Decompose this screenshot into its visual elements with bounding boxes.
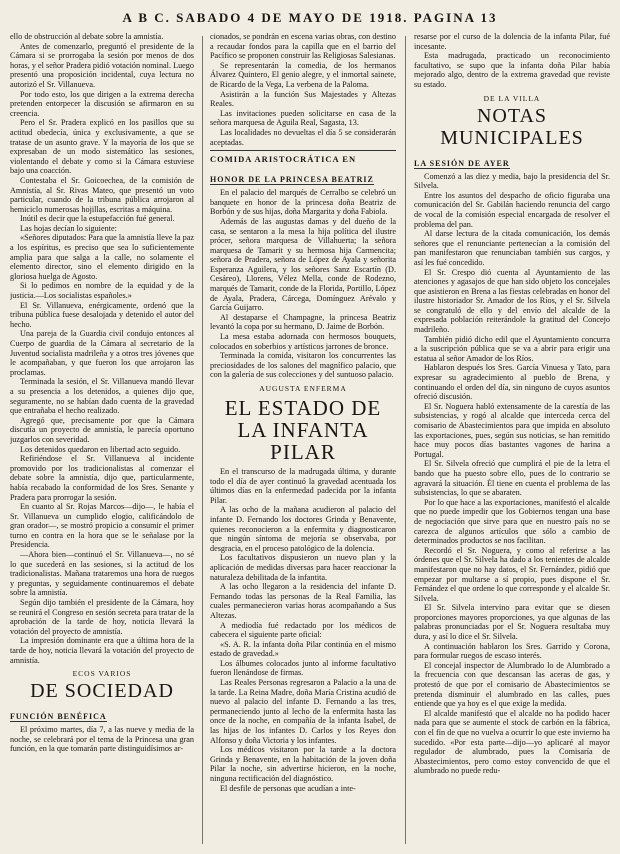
section-kicker: AUGUSTA ENFERMA <box>259 384 347 393</box>
paragraph: Por lo que hace a las exportaciones, manifestó el alcalde que no puede impedir que los Gobiernos tengan una base de negociación que sirve para que en nuestro país no se carezca de algunos artículos que sólo a cambio de determinados productos se nos facilitan. <box>414 497 610 546</box>
paragraph: resarse por el curso de la dolencia de la infanta Pilar, fué incesante. <box>414 32 610 51</box>
section-subtitle: FUNCIÓN BENÉFICA <box>10 712 107 722</box>
paragraph: La impresión dominante era que a última hora de la tarde de hoy, noticia llevará la votación del proyecto de amnistía. <box>10 636 194 665</box>
paragraph: Las invitaciones pueden solicitarse en casa de la señora marquesa de Aguila Real, Sagasta, 13. <box>210 108 396 128</box>
paragraph: En el transcurso de la madrugada última, y durante todo el día de ayer continuó la gravedad acentuada los últimos días en la enfermedad padecida por la infanta Pilar. <box>210 467 396 505</box>
section-subtitle: LA SESIÓN DE AYER <box>414 158 510 168</box>
paragraph: Hablaron después los Sres. García Vinuesa y Tato, para expresar su agradecimiento al pueblo de Brena, y continuando el orden del día, sin ninguno de cuyos asuntos ofreció discusión. <box>414 363 610 402</box>
paragraph: El desfile de personas que acudían a inte- <box>220 783 356 793</box>
paragraph: Las localidades no devueltas el día 5 se considerarán aceptadas. <box>210 127 396 147</box>
paragraph: Refiriéndose el Sr. Villanueva al incidente promovido por los tradicionalistas al comenzar el debate sobre la amnistía, dijo que, particularmente, había recabado la conformidad de los Sres. Senante y Pradera para prorrogar la sesión. <box>10 454 194 502</box>
paragraph: Antes de comenzarlo, preguntó el presidente de la Cámara si se prorrogaba la sesión por menos de dos horas, y el señor Pradera pidió votación nominal. Luego presentó una proposición incidental, cuya lectura no autorizó el Sr. Villanueva. <box>10 41 194 89</box>
column-rule <box>202 36 203 844</box>
paragraph: Los álbumes colocados junto al informe facultativo fueron llenándose de firmas. <box>210 658 396 678</box>
paragraph: Las Reales Personas regresaron a Palacio a la una de la tarde. La Reina Madre, doña María Cristina acudió de nuevo al palacio del infante D. Fernando a las tres, permaneciendo junto al lecho de la enfermita hasta las once de la noche, en compañía de la infanta Isabel, de las hijas de los infantes D. Carlos y los Reyes don Alfonso y doña Victoria y los infantes. <box>210 678 396 745</box>
section-kicker: ECOS VARIOS <box>72 669 132 679</box>
paragraph: A continuación hablaron los Sres. Garrido y Corona, para formular ruegos de escaso interés. <box>414 641 610 661</box>
paragraph: El Sr. Silvela ofreció que cumplirá el pie de la letra el bando que ha puesto sobre ello, pues de lo contrario se agravará la situación. Él tiene en cuenta el problema de las subsistencias, lo que se abaraten. <box>414 459 610 498</box>
paragraph: Los médicos visitaron por la tarde a la doctora Grinda y Benavente, en la habitación de la joven doña Pilar la noche, sin advertirse hicieron, en la noche, ninguna rectificación del diagnóstico. <box>210 745 396 783</box>
paragraph: En el palacio del marqués de Cerralbo se celebró un banquete en honor de la princesa doña Beatriz de Borbón y de sus hijas, doña Margarita y doña Fabiola. <box>210 188 396 217</box>
divider <box>210 150 396 151</box>
paragraph: Los detenidos quedaron en libertad acto seguido. <box>20 444 181 454</box>
paragraph: Pero el Sr. Pradera explicó en los pasillos que su actitud obedecía, única y exclusivamente, a que se tratase de un asunto grave. Y la mayoría de los que se expresaban de un modo sistemático las sesiones, violentando el debate y como si la Cámara estuviese bajo una coacción. <box>10 118 194 176</box>
paragraph: El alcalde manifestó que el alcalde no ha podido hacer nada para que se aumente el stock de carbón en la fábrica, con el fin de que no vuelva a ocurrir lo que este invierno ha sucedido. «Por esta parte—dijo—yo aplicaré al mayor regulador de alumbrado, pues la Comisaría de Abastecimientos, pero como estoy convencido de que el alumbrado no puede redu- <box>414 708 610 776</box>
paragraph: Según dijo también el presidente de la Cámara, hoy se reunirá el Congreso en sesión secreta para tratar de la aprobación de la tarde de hoy, noticia llevará la votación del proyecto de amnistía. <box>10 598 194 636</box>
paragraph: Recordó el Sr. Noguera, y como al referirse a las órdenes que el Sr. Silvela ha dado a los tenientes de alcalde manifestaron que no hay datos, el Sr. Fernández, pidió que empezar por multarse a sí propio, pues dispone el Sr. Fernández el que ordene lo que corresponde y el alcalde Sr. Silvela. <box>414 545 610 603</box>
column-1 <box>10 32 194 847</box>
paragraph: Por todo esto, los que dirigen a la extrema derecha pretenden entorpecer la discusión se afirmaron en su creencia. <box>10 89 194 118</box>
paragraph: A las ocho de la mañana acudieron al palacio del infante D. Fernando los doctores Grinda y Benavente, quienes reconocieron a la enfermita y diagnosticaron que ningún síntoma de mejoría se observaba, por desgracia, en el proceso patológico de la dolencia. <box>210 505 396 553</box>
column-3 <box>414 32 610 847</box>
paragraph: Las hojas decían lo siguiente: <box>20 223 117 233</box>
paragraph: Asistirán a la función Sus Majestades y Altezas Reales. <box>210 89 396 109</box>
paragraph: Terminada la sesión, el Sr. Villanueva mandó llevar a su presencia a los detenidos, a quienes dijo que, seguramente, no se habían dado cuenta de la gravedad que entrañaba el hecho realizado. <box>10 377 194 416</box>
headline: COMIDA ARISTOCRÁTICA EN <box>210 154 357 165</box>
newspaper-page <box>10 32 610 847</box>
section-title: NOTAS MUNICIPALES <box>440 104 584 149</box>
paragraph: A las ocho llegaron a la residencia del infante D. Fernando todas las personas de la Real Familia, las cuales permanecieron varias horas acompañando a Sus Altezas. <box>210 582 396 620</box>
paragraph: El Sr. Villanueva, enérgicamente, ordenó que la tribuna pública fuese desalojada y detenido el autor del hecho. <box>10 300 194 329</box>
paragraph: «S. A. R. la infanta doña Pilar continúa en el mismo estado de gravedad.» <box>210 639 396 659</box>
paragraph: —Ahora bien—continuó el Sr. Villanueva—, no sé lo que sucederá en las sesiones, si la actitud de los tradicionalistas. Mañana trataremos una hora de ruegos y preguntas, y seguidamente continuaremos el debate sobre la amnistía. <box>10 550 194 598</box>
paragraph: El Sr. Noguera habló extensamente de la carestía de las subsistencias, y rogó al alcalde que interceda cerca del comisario de Abastecimientos para que impida en absoluto las exportaciones, pues, según sus noticias, se han remitido hace muy pocos días bastantes vagones de harina a Portugal. <box>414 401 610 459</box>
page-header: A B C. SABADO 4 DE MAYO DE 1918. PAGINA 13 <box>122 10 498 25</box>
paragraph: Al darse lectura de la citada comunicación, los demás señores que el renunciante pertenecían a la comisión del pan manifestaron que renunciaban también sus cargos, y así les fué concedido. <box>414 229 610 267</box>
paragraph: El Sr. Crespo dió cuenta al Ayuntamiento de las atenciones y agasajos de que han sido objeto los concejales que asistieron en Brena a las fiestas celebradas en honor del ilustre historiador Sr. Amador de los Ríos, y el Sr. Silvela se congratuló de ello y del envío del alcalde de la expresada población reiterándole la gratitud del Concejo madrileño. <box>414 267 610 335</box>
paragraph: A mediodía fué redactado por los médicos de cabecera el siguiente parte oficial: <box>210 620 396 640</box>
paragraph: El próximo martes, día 7, a las nueve y media de la noche, se celebrará por el tema de la Princesa una gran función, en la que tomarán parte distinguidísimos ar- <box>10 725 194 754</box>
paragraph: Contestaba el Sr. Goicoechea, de la comisión de Amnistía, al Sr. Rivas Mateo, que presentó un voto particular, cuando de la tribuna pública arrojaron al hemiciclo numerosas hojillas, escritas a máquina. <box>10 175 194 214</box>
paragraph: ello de obstrucción al debate sobre la amnistía. <box>10 32 164 41</box>
paragraph: Agregó que, precisamente por que la Cámara discutía un proyecto de amnistía, le parecía oportuno juzgarlos con severidad. <box>10 415 194 444</box>
paragraph: Entre los asuntos del despacho de oficio figuraba una comunicación del Sr. Gabilán haciendo renuncia del cargo de vocal de la comisión especial encargada de resolver el problema del pan. <box>414 190 610 229</box>
paragraph: Inútil es decir que la estupefacción fué general. <box>20 214 175 224</box>
headline: HONOR DE LA PRINCESA BEATRIZ <box>210 175 374 185</box>
paragraph: En cuanto al Sr. Rojas Marcos—dijo—, le había el Sr. Villanueva un cumplido elogio, calificándolo de gran orador—, se mostró propicio a consumir el primer turno en contra en la hora que se le señalase por la Presidencia. <box>10 502 194 550</box>
paragraph: La mesa estaba adornada con hermosos bouquets, colocados en soberbios y artísticos jarrones de bronce. <box>210 332 396 351</box>
section-title: EL ESTADO DE LA INFANTA PILAR <box>224 396 382 464</box>
paragraph: Terminada la comida, visitaron los concurrentes las preciosidades de los salones del magnífico palacio, que con la galería de sus colecciones y del suntuoso palacio. <box>210 351 396 380</box>
paragraph: Una pareja de la Guardia civil condujo entonces al Cuerpo de guardia de la Cámara al secretario de la Juventud socialista madrileña y a otros tres jóvenes que le acompañaban, y que fueron los que arrojaron las proclamas. <box>10 329 194 377</box>
paragraph: Además de las augustas damas y del dueño de la casa, se sentaron a la mesa la hija política del ilustre prócer, señora marquesa de Villahuerta; la señora marquesa de Tamarit y su hermosa hija Carmencita; señora de Pradera, señora de López de Ayala y señorita Esperanza Aguilera, y los señores Sanz Escartín (D. Cesáreo), Llorens, Vélez Mella, conde de Rodezno, marqués de Tamarit, conde de la Florida, Portillo, López de Ayala, Pradera, Cárcega, Domínguez Arévalo y García Guijarro. <box>210 216 396 313</box>
paragraph: «Señores diputados: Para que la amnistía lleve la paz a los espíritus, es preciso que sea lo suficientemente amplia para que salga a la calle, no solamente el elemento director, sino el elemento dirigido en la gloriosa huelga de Agosto. <box>10 233 194 281</box>
section-kicker: DE LA VILLA <box>483 93 541 103</box>
paragraph: Esta madrugada, practicado un reconocimiento facultativo, se supo que la infanta doña Pilar había mejorado algo, dentro de la extrema gravedad que reviste su estado. <box>414 51 610 89</box>
paragraph: Si lo pedimos en nombre de la equidad y de la justicia.—Los socialistas españoles.» <box>10 281 194 301</box>
paragraph: Se representarán la comedia, de los hermanos Álvarez Quintero, El genio alegre, y el inmortal sainete, de Ricardo de la Vega, La verbena de la Paloma. <box>210 60 396 89</box>
section-title: DE SOCIEDAD <box>30 680 174 703</box>
paragraph: Al destaparse el Champagne, la princesa Beatriz levantó la copa por su hermano, D. Jaime de Borbón. <box>210 312 396 332</box>
column-2 <box>210 32 396 847</box>
column-rule <box>405 36 406 844</box>
paragraph: El Sr. Silvela intervino para evitar que se diesen proporciones mayores proporciones, ya que algunas de las palabras pronunciadas por el Sr. Noguera resultaba muy dura, y así lo dice el Sr. Silvela. <box>414 603 610 642</box>
paragraph: Los facultativos dispusieron un nuevo plan y la aplicación de medidas diversas para hacer reaccionar la naturaleza debilitada de la infantita. <box>210 553 396 582</box>
paragraph: Comenzó a las diez y media, bajo la presidencia del Sr. Silvela. <box>414 171 610 191</box>
paragraph: El concejal inspector de Alumbrado lo de Alumbrado a la frecuencia con que descansan las aceras de gas, y protestó de que por el comisario de Abastecimientos se pretenda disminuir el alumbrado en las calles, pues entiende que ya hoy es el que exige la medida. <box>414 660 610 709</box>
paragraph: También pidió dicho edil que el Ayuntamiento concurra a la suscripción pública que se va a abrir para erigir una estatua al señor Amador de los Ríos. <box>414 334 610 363</box>
paragraph: cionados, se pondrán en escena varias obras, con destino a recaudar fondos para la capilla que en el barrio del Pacífico se proponen construir las Religiosas Salesianas. <box>210 32 396 61</box>
